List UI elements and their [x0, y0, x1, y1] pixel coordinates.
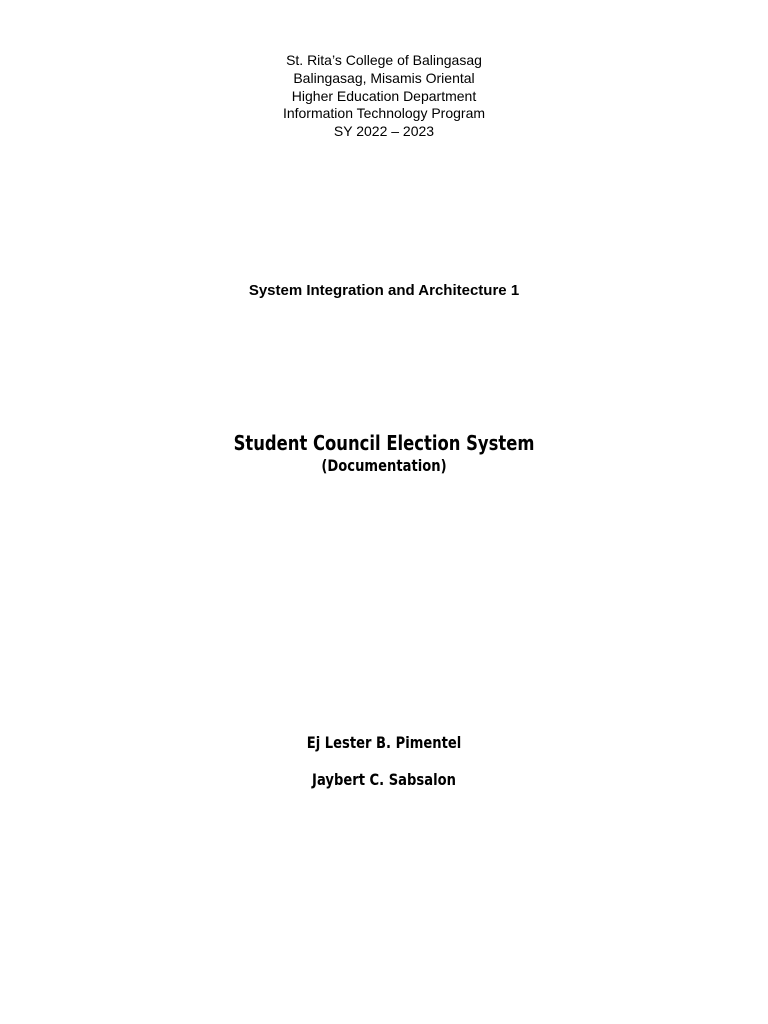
school-year: SY 2022 – 2023 — [333, 123, 435, 140]
institution-header — [0, 52, 768, 141]
author-name: Jaybert C. Sabsalon — [312, 770, 456, 789]
college-address: Balingasag, Misamis Oriental — [293, 69, 475, 86]
course-title: System Integration and Architecture 1 — [248, 282, 520, 299]
author-list — [0, 731, 768, 805]
document-title: Student Council Election System — [233, 431, 535, 455]
program-name: Information Technology Program — [282, 105, 486, 122]
document-subtitle: (Documentation) — [321, 456, 447, 475]
college-name: St. Rita’s College of Balingasag — [286, 52, 482, 68]
document-title-block — [0, 430, 768, 476]
author-name: Ej Lester B. Pimentel — [306, 733, 462, 752]
department-name: Higher Education Department — [291, 87, 477, 104]
